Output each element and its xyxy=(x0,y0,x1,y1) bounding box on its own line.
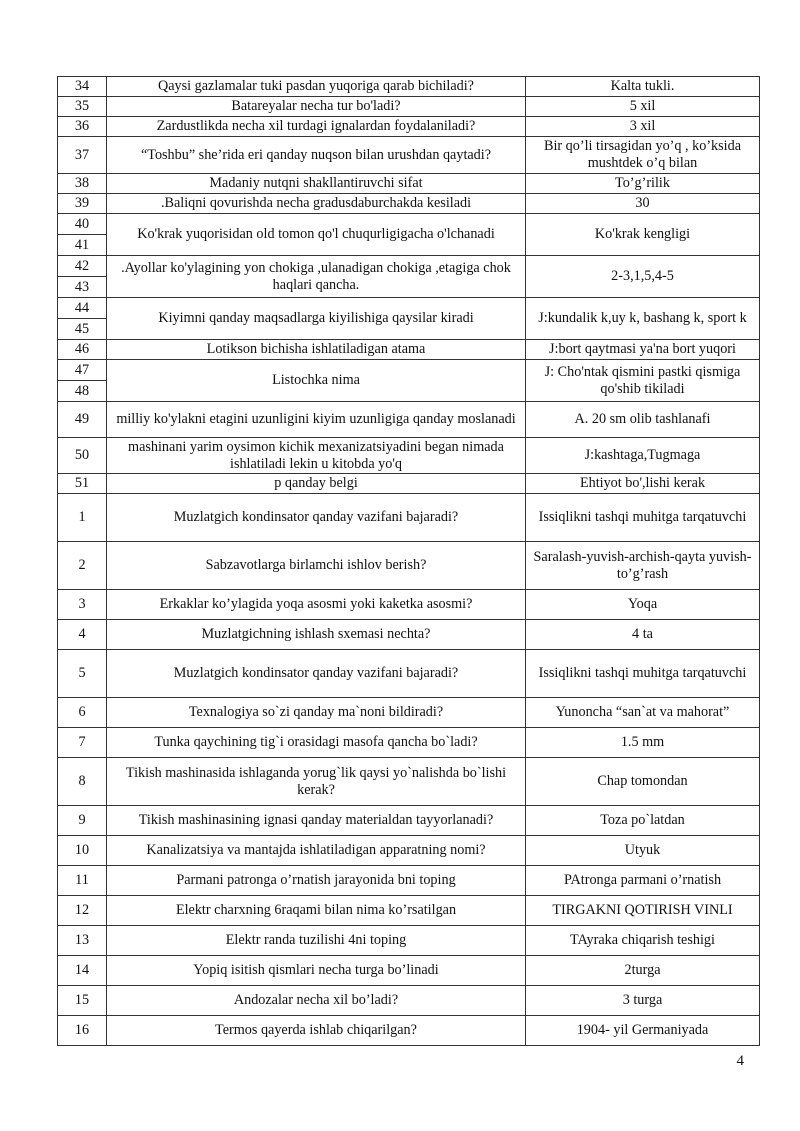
table-row xyxy=(58,650,760,698)
row-number: 44 xyxy=(58,298,107,319)
question-cell: Muzlatgich kondinsator qanday vazifani bajaradi? xyxy=(107,494,526,542)
table-row xyxy=(58,956,760,986)
row-number: 42 xyxy=(58,256,107,277)
question-cell: Madaniy nutqni shakllantiruvchi sifat xyxy=(107,174,526,194)
answer-cell: Ko'krak kengligi xyxy=(526,214,760,256)
answer-cell: 3 turga xyxy=(526,986,760,1016)
answer-cell: Yunoncha “san`at va mahorat” xyxy=(526,698,760,728)
table-row xyxy=(58,194,760,214)
question-cell: Sabzavotlarga birlamchi ishlov berish? xyxy=(107,542,526,590)
row-number: 2 xyxy=(58,542,107,590)
row-number: 49 xyxy=(58,402,107,438)
table-row xyxy=(58,340,760,360)
table-row xyxy=(58,590,760,620)
table-row xyxy=(58,926,760,956)
answer-cell: 1.5 mm xyxy=(526,728,760,758)
table-row xyxy=(58,494,760,542)
table-row xyxy=(58,866,760,896)
row-number: 16 xyxy=(58,1016,107,1046)
table-row xyxy=(58,438,760,474)
question-cell: Listochka nima xyxy=(107,360,526,402)
row-number: 47 xyxy=(58,360,107,381)
answer-cell: Chap tomondan xyxy=(526,758,760,806)
table-row xyxy=(58,758,760,806)
question-cell: Kiyimni qanday maqsadlarga kiyilishiga qaysilar kiradi xyxy=(107,298,526,340)
answer-cell: J:kashtaga,Tugmaga xyxy=(526,438,760,474)
question-cell: Erkaklar ko’ylagida yoqa asosmi yoki kaketka asosmi? xyxy=(107,590,526,620)
row-number: 12 xyxy=(58,896,107,926)
table-row xyxy=(58,402,760,438)
table-row xyxy=(58,256,760,277)
question-cell: Ko'krak yuqorisidan old tomon qo'l chuqurligigacha o'lchanadi xyxy=(107,214,526,256)
table-row xyxy=(58,986,760,1016)
row-number: 11 xyxy=(58,866,107,896)
row-number: 35 xyxy=(58,97,107,117)
answer-cell: 2turga xyxy=(526,956,760,986)
answer-cell: TIRGAKNI QOTIRISH VINLI xyxy=(526,896,760,926)
answer-cell: Toza po`latdan xyxy=(526,806,760,836)
table-row xyxy=(58,137,760,174)
row-number: 40 xyxy=(58,214,107,235)
table-row xyxy=(58,174,760,194)
table-row xyxy=(58,806,760,836)
table-row xyxy=(58,360,760,381)
answer-cell: J: Cho'ntak qismini pastki qismiga qo'shib tikiladi xyxy=(526,360,760,402)
row-number: 1 xyxy=(58,494,107,542)
answer-cell: TAyraka chiqarish teshigi xyxy=(526,926,760,956)
answer-cell: A. 20 sm olib tashlanafi xyxy=(526,402,760,438)
answer-cell: To’g’rilik xyxy=(526,174,760,194)
question-cell: Andozalar necha xil bo’ladi? xyxy=(107,986,526,1016)
question-cell: .Baliqni qovurishda necha gradusdaburchakda kesiladi xyxy=(107,194,526,214)
row-number: 7 xyxy=(58,728,107,758)
questions-table-body xyxy=(58,77,760,1046)
answer-cell: Issiqlikni tashqi muhitga tarqatuvchi xyxy=(526,494,760,542)
question-cell: Muzlatgichning ishlash sxemasi nechta? xyxy=(107,620,526,650)
row-number: 37 xyxy=(58,137,107,174)
table-row xyxy=(58,698,760,728)
row-number: 15 xyxy=(58,986,107,1016)
answer-cell: Yoqa xyxy=(526,590,760,620)
row-number: 4 xyxy=(58,620,107,650)
question-cell: Elektr charxning 6raqami bilan nima ko’rsatilgan xyxy=(107,896,526,926)
row-number: 38 xyxy=(58,174,107,194)
question-cell: p qanday belgi xyxy=(107,474,526,494)
table-row xyxy=(58,77,760,97)
question-cell: milliy ko'ylakni etagini uzunligini kiyim uzunligiga qanday moslanadi xyxy=(107,402,526,438)
answer-cell: Bir qo’li tirsagidan yo’q , ko’ksida mushtdek o’q bilan xyxy=(526,137,760,174)
table-row xyxy=(58,117,760,137)
table-row xyxy=(58,542,760,590)
row-number: 10 xyxy=(58,836,107,866)
answer-cell: Utyuk xyxy=(526,836,760,866)
row-number: 39 xyxy=(58,194,107,214)
question-cell: Yopiq isitish qismlari necha turga bo’linadi xyxy=(107,956,526,986)
question-cell: Batareyalar necha tur bo'ladi? xyxy=(107,97,526,117)
answer-cell: 5 xil xyxy=(526,97,760,117)
row-number: 48 xyxy=(58,381,107,402)
question-cell: .Ayollar ko'ylagining yon chokiga ,ulanadigan chokiga ,etagiga chok haqlari qancha. xyxy=(107,256,526,298)
answer-cell: 1904- yil Germaniyada xyxy=(526,1016,760,1046)
table-row xyxy=(58,896,760,926)
table-row xyxy=(58,620,760,650)
row-number: 5 xyxy=(58,650,107,698)
question-cell: Tikish mashinasida ishlaganda yorug`lik qaysi yo`nalishda bo`lishi kerak? xyxy=(107,758,526,806)
row-number: 3 xyxy=(58,590,107,620)
question-cell: mashinani yarim oysimon kichik mexanizatsiyadini began nimada ishlatiladi lekin u kitobda yo'q xyxy=(107,438,526,474)
row-number: 8 xyxy=(58,758,107,806)
table-row xyxy=(58,298,760,319)
table-row xyxy=(58,474,760,494)
answer-cell: 2-3,1,5,4-5 xyxy=(526,256,760,298)
page-number: 4 xyxy=(736,1053,744,1069)
question-cell: “Toshbu” she’rida eri qanday nuqson bilan urushdan qaytadi? xyxy=(107,137,526,174)
question-cell: Termos qayerda ishlab chiqarilgan? xyxy=(107,1016,526,1046)
row-number: 13 xyxy=(58,926,107,956)
row-number: 46 xyxy=(58,340,107,360)
answer-cell: Issiqlikni tashqi muhitga tarqatuvchi xyxy=(526,650,760,698)
answer-cell: Saralash-yuvish-archish-qayta yuvish-to’g’rash xyxy=(526,542,760,590)
question-cell: Texnalogiya so`zi qanday ma`noni bildiradi? xyxy=(107,698,526,728)
answer-cell: 4 ta xyxy=(526,620,760,650)
row-number: 45 xyxy=(58,319,107,340)
row-number: 36 xyxy=(58,117,107,137)
answer-cell: 3 xil xyxy=(526,117,760,137)
row-number: 6 xyxy=(58,698,107,728)
answer-cell: PAtronga parmani o’rnatish xyxy=(526,866,760,896)
question-cell: Elektr randa tuzilishi 4ni toping xyxy=(107,926,526,956)
answer-cell: Ehtiyot bo',lishi kerak xyxy=(526,474,760,494)
question-cell: Qaysi gazlamalar tuki pasdan yuqoriga qarab bichiladi? xyxy=(107,77,526,97)
table-row xyxy=(58,836,760,866)
question-cell: Parmani patronga o’rnatish jarayonida bni toping xyxy=(107,866,526,896)
answer-cell: J:bort qaytmasi ya'na bort yuqori xyxy=(526,340,760,360)
answer-cell: Kalta tukli. xyxy=(526,77,760,97)
table-row xyxy=(58,1016,760,1046)
table-row xyxy=(58,214,760,235)
row-number: 51 xyxy=(58,474,107,494)
table-row xyxy=(58,728,760,758)
question-cell: Muzlatgich kondinsator qanday vazifani bajaradi? xyxy=(107,650,526,698)
question-cell: Lotikson bichisha ishlatiladigan atama xyxy=(107,340,526,360)
row-number: 41 xyxy=(58,235,107,256)
row-number: 50 xyxy=(58,438,107,474)
answer-cell: J:kundalik k,uy k, bashang k, sport k xyxy=(526,298,760,340)
row-number: 9 xyxy=(58,806,107,836)
question-cell: Zardustlikda necha xil turdagi ignalardan foydalaniladi? xyxy=(107,117,526,137)
row-number: 14 xyxy=(58,956,107,986)
question-cell: Kanalizatsiya va mantajda ishlatiladigan apparatning nomi? xyxy=(107,836,526,866)
answer-cell: 30 xyxy=(526,194,760,214)
row-number: 34 xyxy=(58,77,107,97)
question-cell: Tunka qaychining tig`i orasidagi masofa qancha bo`ladi? xyxy=(107,728,526,758)
question-cell: Tikish mashinasining ignasi qanday materialdan tayyorlanadi? xyxy=(107,806,526,836)
table-row xyxy=(58,97,760,117)
row-number: 43 xyxy=(58,277,107,298)
questions-table xyxy=(57,76,760,1046)
